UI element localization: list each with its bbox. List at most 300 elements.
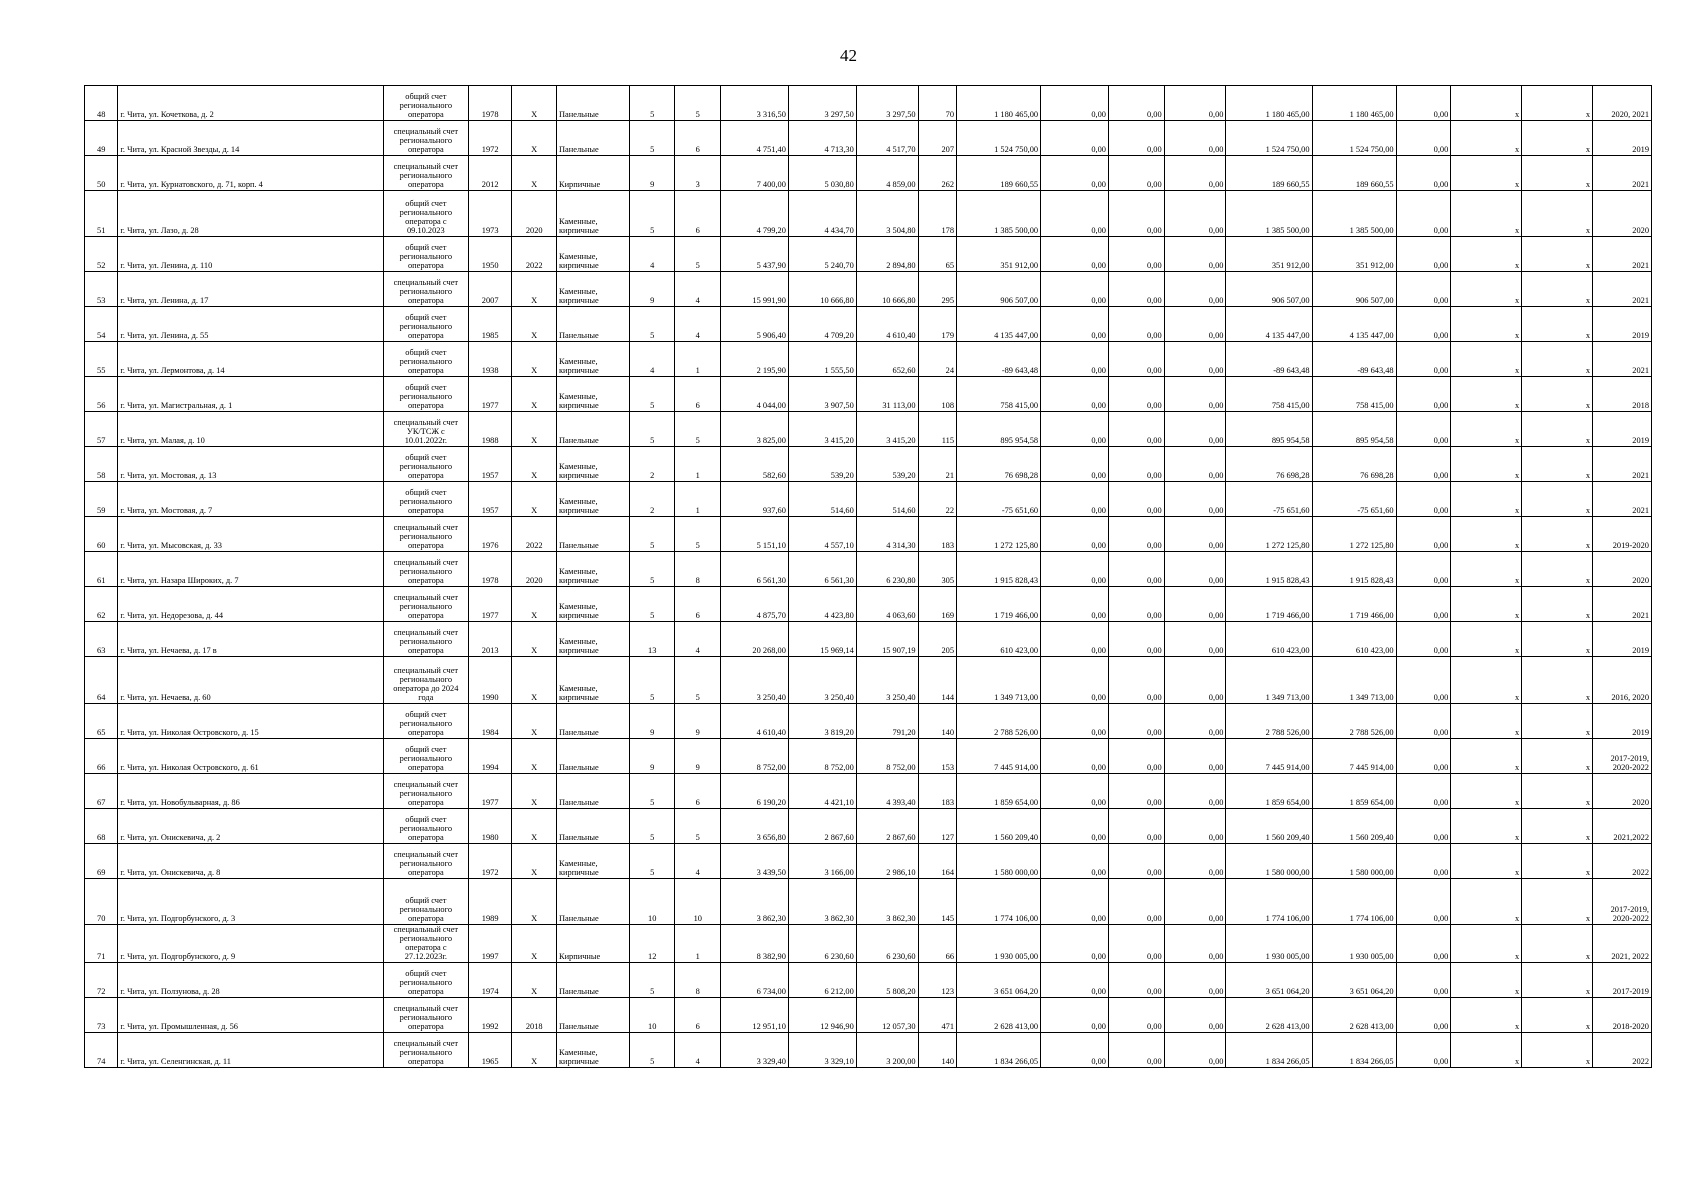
- cell-account-type: общий счет регионального оператора с 09.10.2023: [383, 191, 468, 237]
- cell-living-area: 4 434,70: [788, 191, 856, 237]
- cell-row-number: 63: [85, 622, 118, 657]
- cell-overhaul-year: Х: [512, 809, 557, 844]
- cell-total-area: 3 656,80: [721, 809, 789, 844]
- cell-residents: 127: [918, 809, 956, 844]
- cell-residents: 144: [918, 657, 956, 704]
- cell-residents: 140: [918, 704, 956, 739]
- cell-living-area: 3 329,10: [788, 1033, 856, 1068]
- cell-repair-period: 2019: [1593, 412, 1652, 447]
- cell-wall-material: Кирпичные: [556, 156, 629, 191]
- cell-row-number: 68: [85, 809, 118, 844]
- cell-residential-area: 3 297,50: [856, 86, 918, 121]
- cell-address: г. Чита, ул. Ленина, д. 110: [118, 237, 383, 272]
- cell-cost-regional: 0,00: [1108, 377, 1164, 412]
- cell-row-number: 64: [85, 657, 118, 704]
- cell-living-area: 514,60: [788, 482, 856, 517]
- cell-repair-period: 2021: [1593, 156, 1652, 191]
- cell-cost-total: 1 560 209,40: [957, 809, 1041, 844]
- table-row: [85, 739, 1652, 774]
- cell-cost-federal: 0,00: [1041, 377, 1109, 412]
- cell-cost-federal: 0,00: [1041, 272, 1109, 307]
- cell-build-year: 1976: [468, 517, 512, 552]
- cell-overhaul-year: 2020: [512, 552, 557, 587]
- cell-living-area: 8 752,00: [788, 739, 856, 774]
- cell-overhaul-year: Х: [512, 844, 557, 879]
- cell-residents: 178: [918, 191, 956, 237]
- cell-cost-regional: 0,00: [1108, 272, 1164, 307]
- cell-cost-owners: 1 560 209,40: [1226, 809, 1312, 844]
- cell-cost-owners: 1 580 000,00: [1226, 844, 1312, 879]
- table-row: [85, 704, 1652, 739]
- cell-mark-2: х: [1522, 342, 1593, 377]
- cell-cost-specific: 1 272 125,80: [1312, 517, 1396, 552]
- cell-cost-other: 0,00: [1396, 844, 1451, 879]
- cell-living-area: 4 557,10: [788, 517, 856, 552]
- cell-total-area: 937,60: [721, 482, 789, 517]
- cell-address: г. Чита, ул. Онискевича, д. 2: [118, 809, 383, 844]
- cell-entrances: 6: [675, 121, 721, 156]
- cell-residential-area: 3 415,20: [856, 412, 918, 447]
- cell-living-area: 3 297,50: [788, 86, 856, 121]
- cell-cost-other: 0,00: [1396, 739, 1451, 774]
- cell-address: г. Чита, ул. Селенгинская, д. 11: [118, 1033, 383, 1068]
- cell-cost-total: 1 349 713,00: [957, 657, 1041, 704]
- cell-address: г. Чита, ул. Лазо, д. 28: [118, 191, 383, 237]
- cell-residential-area: 652,60: [856, 342, 918, 377]
- table-row: [85, 517, 1652, 552]
- cell-mark-1: х: [1451, 482, 1522, 517]
- cell-row-number: 53: [85, 272, 118, 307]
- cell-cost-local: 0,00: [1164, 86, 1226, 121]
- cell-cost-total: 1 580 000,00: [957, 844, 1041, 879]
- cell-cost-local: 0,00: [1164, 552, 1226, 587]
- cell-entrances: 8: [675, 552, 721, 587]
- cell-wall-material: Панельные: [556, 704, 629, 739]
- cell-overhaul-year: Х: [512, 447, 557, 482]
- cell-row-number: 54: [85, 307, 118, 342]
- cell-cost-federal: 0,00: [1041, 447, 1109, 482]
- cell-cost-regional: 0,00: [1108, 86, 1164, 121]
- cell-total-area: 12 951,10: [721, 998, 789, 1033]
- cell-repair-period: 2022: [1593, 1033, 1652, 1068]
- cell-residents: 66: [918, 925, 956, 963]
- cell-mark-2: х: [1522, 191, 1593, 237]
- cell-overhaul-year: Х: [512, 342, 557, 377]
- cell-overhaul-year: Х: [512, 156, 557, 191]
- cell-mark-1: х: [1451, 447, 1522, 482]
- cell-total-area: 8 752,00: [721, 739, 789, 774]
- cell-cost-local: 0,00: [1164, 121, 1226, 156]
- cell-mark-1: х: [1451, 377, 1522, 412]
- cell-cost-total: 7 445 914,00: [957, 739, 1041, 774]
- cell-address: г. Чита, ул. Новобульварная, д. 86: [118, 774, 383, 809]
- cell-cost-total: 758 415,00: [957, 377, 1041, 412]
- cell-floors: 12: [629, 925, 675, 963]
- cell-address: г. Чита, ул. Онискевича, д. 8: [118, 844, 383, 879]
- cell-row-number: 66: [85, 739, 118, 774]
- cell-cost-federal: 0,00: [1041, 237, 1109, 272]
- cell-cost-total: 895 954,58: [957, 412, 1041, 447]
- cell-cost-owners: 1 930 005,00: [1226, 925, 1312, 963]
- cell-entrances: 6: [675, 377, 721, 412]
- cell-cost-specific: 2 628 413,00: [1312, 998, 1396, 1033]
- cell-row-number: 60: [85, 517, 118, 552]
- cell-cost-regional: 0,00: [1108, 657, 1164, 704]
- cell-account-type: специальный счет регионального оператора: [383, 622, 468, 657]
- table-body: [85, 86, 1652, 1068]
- cell-repair-period: 2021: [1593, 342, 1652, 377]
- cell-cost-federal: 0,00: [1041, 844, 1109, 879]
- cell-row-number: 61: [85, 552, 118, 587]
- cell-address: г. Чита, ул. Ленина, д. 17: [118, 272, 383, 307]
- cell-cost-federal: 0,00: [1041, 412, 1109, 447]
- cell-cost-total: 189 660,55: [957, 156, 1041, 191]
- cell-build-year: 1972: [468, 121, 512, 156]
- cell-residential-area: 3 862,30: [856, 879, 918, 925]
- cell-cost-regional: 0,00: [1108, 552, 1164, 587]
- cell-floors: 5: [629, 86, 675, 121]
- table-row: [85, 774, 1652, 809]
- cell-overhaul-year: Х: [512, 739, 557, 774]
- cell-build-year: 1974: [468, 963, 512, 998]
- cell-address: г. Чита, ул. Николая Островского, д. 15: [118, 704, 383, 739]
- cell-cost-regional: 0,00: [1108, 447, 1164, 482]
- cell-living-area: 4 421,10: [788, 774, 856, 809]
- cell-residents: 21: [918, 447, 956, 482]
- cell-mark-1: х: [1451, 774, 1522, 809]
- cell-overhaul-year: Х: [512, 774, 557, 809]
- cell-mark-1: х: [1451, 622, 1522, 657]
- cell-address: г. Чита, ул. Назара Широких, д. 7: [118, 552, 383, 587]
- cell-build-year: 1985: [468, 307, 512, 342]
- cell-repair-period: 2019: [1593, 307, 1652, 342]
- cell-cost-owners: 4 135 447,00: [1226, 307, 1312, 342]
- cell-cost-specific: 4 135 447,00: [1312, 307, 1396, 342]
- cell-floors: 5: [629, 191, 675, 237]
- cell-cost-total: 1 859 654,00: [957, 774, 1041, 809]
- cell-mark-2: х: [1522, 517, 1593, 552]
- cell-mark-2: х: [1522, 412, 1593, 447]
- cell-cost-local: 0,00: [1164, 307, 1226, 342]
- cell-address: г. Чита, ул. Красной Звезды, д. 14: [118, 121, 383, 156]
- cell-account-type: специальный счет регионального оператора: [383, 844, 468, 879]
- cell-account-type: специальный счет регионального оператора: [383, 517, 468, 552]
- cell-total-area: 6 190,20: [721, 774, 789, 809]
- cell-total-area: 4 610,40: [721, 704, 789, 739]
- cell-address: г. Чита, ул. Подгорбунского, д. 9: [118, 925, 383, 963]
- cell-entrances: 4: [675, 1033, 721, 1068]
- cell-address: г. Чита, ул. Недорезова, д. 44: [118, 587, 383, 622]
- cell-cost-local: 0,00: [1164, 191, 1226, 237]
- cell-account-type: общий счет регионального оператора: [383, 447, 468, 482]
- cell-overhaul-year: Х: [512, 704, 557, 739]
- cell-residents: 164: [918, 844, 956, 879]
- cell-mark-2: х: [1522, 377, 1593, 412]
- cell-cost-owners: 7 445 914,00: [1226, 739, 1312, 774]
- cell-mark-1: х: [1451, 237, 1522, 272]
- cell-address: г. Чита, ул. Мостовая, д. 13: [118, 447, 383, 482]
- cell-cost-regional: 0,00: [1108, 517, 1164, 552]
- cell-cost-federal: 0,00: [1041, 482, 1109, 517]
- cell-cost-local: 0,00: [1164, 925, 1226, 963]
- cell-build-year: 1984: [468, 704, 512, 739]
- cell-residents: 115: [918, 412, 956, 447]
- cell-cost-local: 0,00: [1164, 1033, 1226, 1068]
- cell-cost-total: 351 912,00: [957, 237, 1041, 272]
- cell-floors: 5: [629, 844, 675, 879]
- cell-entrances: 1: [675, 447, 721, 482]
- cell-wall-material: Каменные, кирпичные: [556, 1033, 629, 1068]
- cell-residential-area: 8 752,00: [856, 739, 918, 774]
- cell-living-area: 4 713,30: [788, 121, 856, 156]
- cell-cost-total: 1 180 465,00: [957, 86, 1041, 121]
- cell-mark-2: х: [1522, 657, 1593, 704]
- cell-residential-area: 6 230,80: [856, 552, 918, 587]
- cell-row-number: 73: [85, 998, 118, 1033]
- cell-cost-specific: -75 651,60: [1312, 482, 1396, 517]
- cell-floors: 5: [629, 121, 675, 156]
- table-row: [85, 272, 1652, 307]
- cell-residents: 205: [918, 622, 956, 657]
- cell-account-type: общий счет регионального оператора: [383, 237, 468, 272]
- cell-build-year: 1950: [468, 237, 512, 272]
- cell-row-number: 62: [85, 587, 118, 622]
- cell-mark-1: х: [1451, 739, 1522, 774]
- cell-account-type: специальный счет регионального оператора: [383, 121, 468, 156]
- cell-cost-total: 1 930 005,00: [957, 925, 1041, 963]
- cell-cost-local: 0,00: [1164, 272, 1226, 307]
- cell-floors: 5: [629, 809, 675, 844]
- table-row: [85, 377, 1652, 412]
- cell-build-year: 1957: [468, 482, 512, 517]
- cell-residents: 183: [918, 517, 956, 552]
- cell-cost-local: 0,00: [1164, 809, 1226, 844]
- cell-repair-period: 2020: [1593, 774, 1652, 809]
- cell-row-number: 67: [85, 774, 118, 809]
- cell-mark-1: х: [1451, 657, 1522, 704]
- cell-build-year: 2012: [468, 156, 512, 191]
- cell-entrances: 10: [675, 879, 721, 925]
- cell-cost-federal: 0,00: [1041, 739, 1109, 774]
- cell-residents: 70: [918, 86, 956, 121]
- cell-build-year: 1978: [468, 86, 512, 121]
- cell-address: г. Чита, ул. Курнатовского, д. 71, корп. 4: [118, 156, 383, 191]
- cell-entrances: 6: [675, 774, 721, 809]
- cell-repair-period: 2018: [1593, 377, 1652, 412]
- cell-repair-period: 2022: [1593, 844, 1652, 879]
- cell-cost-federal: 0,00: [1041, 963, 1109, 998]
- cell-total-area: 5 437,90: [721, 237, 789, 272]
- cell-build-year: 1977: [468, 587, 512, 622]
- cell-entrances: 5: [675, 657, 721, 704]
- table-row: [85, 657, 1652, 704]
- cell-living-area: 3 819,20: [788, 704, 856, 739]
- cell-cost-local: 0,00: [1164, 377, 1226, 412]
- cell-entrances: 8: [675, 963, 721, 998]
- cell-floors: 5: [629, 774, 675, 809]
- cell-mark-2: х: [1522, 622, 1593, 657]
- cell-build-year: 1997: [468, 925, 512, 963]
- cell-residents: 207: [918, 121, 956, 156]
- cell-mark-1: х: [1451, 272, 1522, 307]
- cell-wall-material: Каменные, кирпичные: [556, 844, 629, 879]
- cell-build-year: 1938: [468, 342, 512, 377]
- cell-cost-owners: 1 272 125,80: [1226, 517, 1312, 552]
- cell-residential-area: 4 393,40: [856, 774, 918, 809]
- cell-build-year: 2007: [468, 272, 512, 307]
- cell-cost-regional: 0,00: [1108, 739, 1164, 774]
- cell-build-year: 1978: [468, 552, 512, 587]
- table-row: [85, 121, 1652, 156]
- cell-mark-2: х: [1522, 482, 1593, 517]
- cell-residents: 140: [918, 1033, 956, 1068]
- cell-residential-area: 539,20: [856, 447, 918, 482]
- cell-cost-other: 0,00: [1396, 809, 1451, 844]
- cell-cost-other: 0,00: [1396, 272, 1451, 307]
- cell-living-area: 1 555,50: [788, 342, 856, 377]
- cell-account-type: общий счет регионального оператора: [383, 704, 468, 739]
- cell-repair-period: 2021, 2022: [1593, 925, 1652, 963]
- cell-cost-federal: 0,00: [1041, 86, 1109, 121]
- cell-cost-regional: 0,00: [1108, 191, 1164, 237]
- cell-residents: 169: [918, 587, 956, 622]
- cell-overhaul-year: Х: [512, 307, 557, 342]
- cell-cost-specific: 906 507,00: [1312, 272, 1396, 307]
- cell-build-year: 1977: [468, 377, 512, 412]
- cell-residential-area: 5 808,20: [856, 963, 918, 998]
- table-row: [85, 622, 1652, 657]
- cell-total-area: 3 250,40: [721, 657, 789, 704]
- cell-account-type: общий счет регионального оператора: [383, 86, 468, 121]
- cell-floors: 5: [629, 552, 675, 587]
- cell-cost-federal: 0,00: [1041, 191, 1109, 237]
- cell-mark-2: х: [1522, 809, 1593, 844]
- cell-wall-material: Каменные, кирпичные: [556, 237, 629, 272]
- cell-cost-regional: 0,00: [1108, 1033, 1164, 1068]
- cell-cost-regional: 0,00: [1108, 879, 1164, 925]
- cell-floors: 5: [629, 307, 675, 342]
- cell-living-area: 539,20: [788, 447, 856, 482]
- cell-cost-specific: 1 349 713,00: [1312, 657, 1396, 704]
- cell-entrances: 1: [675, 482, 721, 517]
- cell-cost-specific: 3 651 064,20: [1312, 963, 1396, 998]
- cell-wall-material: Каменные, кирпичные: [556, 191, 629, 237]
- cell-cost-federal: 0,00: [1041, 587, 1109, 622]
- cell-overhaul-year: 2022: [512, 517, 557, 552]
- cell-mark-1: х: [1451, 1033, 1522, 1068]
- cell-living-area: 3 862,30: [788, 879, 856, 925]
- cell-cost-total: 1 272 125,80: [957, 517, 1041, 552]
- cell-account-type: общий счет регионального оператора: [383, 482, 468, 517]
- cell-cost-federal: 0,00: [1041, 998, 1109, 1033]
- cell-cost-regional: 0,00: [1108, 963, 1164, 998]
- cell-account-type: специальный счет регионального оператора: [383, 587, 468, 622]
- cell-residents: 179: [918, 307, 956, 342]
- cell-entrances: 5: [675, 86, 721, 121]
- cell-cost-specific: 351 912,00: [1312, 237, 1396, 272]
- cell-mark-2: х: [1522, 552, 1593, 587]
- cell-cost-specific: 1 385 500,00: [1312, 191, 1396, 237]
- cell-mark-2: х: [1522, 963, 1593, 998]
- cell-cost-specific: 189 660,55: [1312, 156, 1396, 191]
- cell-mark-2: х: [1522, 121, 1593, 156]
- cell-account-type: специальный счет регионального оператора: [383, 552, 468, 587]
- cell-cost-regional: 0,00: [1108, 237, 1164, 272]
- cell-floors: 10: [629, 998, 675, 1033]
- cell-living-area: 3 166,00: [788, 844, 856, 879]
- cell-cost-local: 0,00: [1164, 237, 1226, 272]
- cell-living-area: 4 423,80: [788, 587, 856, 622]
- cell-cost-local: 0,00: [1164, 704, 1226, 739]
- cell-build-year: 1972: [468, 844, 512, 879]
- cell-mark-1: х: [1451, 998, 1522, 1033]
- cell-wall-material: Панельные: [556, 774, 629, 809]
- cell-repair-period: 2021: [1593, 272, 1652, 307]
- cell-account-type: специальный счет регионального оператора: [383, 774, 468, 809]
- cell-mark-2: х: [1522, 704, 1593, 739]
- cell-repair-period: 2021,2022: [1593, 809, 1652, 844]
- cell-living-area: 6 561,30: [788, 552, 856, 587]
- cell-residential-area: 12 057,30: [856, 998, 918, 1033]
- cell-residential-area: 2 867,60: [856, 809, 918, 844]
- cell-repair-period: 2021: [1593, 447, 1652, 482]
- cell-account-type: специальный счет регионального оператора с 27.12.2023г.: [383, 925, 468, 963]
- cell-cost-total: 76 698,28: [957, 447, 1041, 482]
- cell-address: г. Чита, ул. Магистральная, д. 1: [118, 377, 383, 412]
- cell-overhaul-year: Х: [512, 272, 557, 307]
- cell-entrances: 4: [675, 272, 721, 307]
- cell-cost-other: 0,00: [1396, 587, 1451, 622]
- cell-cost-total: 4 135 447,00: [957, 307, 1041, 342]
- cell-cost-specific: 7 445 914,00: [1312, 739, 1396, 774]
- cell-cost-regional: 0,00: [1108, 774, 1164, 809]
- cell-total-area: 6 734,00: [721, 963, 789, 998]
- cell-entrances: 4: [675, 307, 721, 342]
- cell-overhaul-year: 2020: [512, 191, 557, 237]
- cell-entrances: 5: [675, 809, 721, 844]
- cell-residents: 471: [918, 998, 956, 1033]
- cell-mark-2: х: [1522, 237, 1593, 272]
- cell-overhaul-year: Х: [512, 587, 557, 622]
- cell-wall-material: Каменные, кирпичные: [556, 482, 629, 517]
- cell-build-year: 1957: [468, 447, 512, 482]
- cell-cost-specific: 1 859 654,00: [1312, 774, 1396, 809]
- cell-account-type: специальный счет регионального оператора: [383, 1033, 468, 1068]
- cell-entrances: 6: [675, 191, 721, 237]
- cell-floors: 4: [629, 342, 675, 377]
- cell-total-area: 3 329,40: [721, 1033, 789, 1068]
- cell-cost-specific: 1 580 000,00: [1312, 844, 1396, 879]
- cell-total-area: 4 751,40: [721, 121, 789, 156]
- cell-address: г. Чита, ул. Николая Островского, д. 61: [118, 739, 383, 774]
- cell-row-number: 48: [85, 86, 118, 121]
- cell-cost-other: 0,00: [1396, 925, 1451, 963]
- cell-residents: 108: [918, 377, 956, 412]
- cell-floors: 4: [629, 237, 675, 272]
- cell-residents: 145: [918, 879, 956, 925]
- cell-cost-specific: 1 560 209,40: [1312, 809, 1396, 844]
- cell-overhaul-year: Х: [512, 622, 557, 657]
- cell-residential-area: 2 894,80: [856, 237, 918, 272]
- cell-residential-area: 3 504,80: [856, 191, 918, 237]
- cell-residents: 305: [918, 552, 956, 587]
- cell-mark-1: х: [1451, 963, 1522, 998]
- cell-residential-area: 4 314,30: [856, 517, 918, 552]
- cell-total-area: 2 195,90: [721, 342, 789, 377]
- cell-wall-material: Панельные: [556, 998, 629, 1033]
- cell-cost-other: 0,00: [1396, 412, 1451, 447]
- cell-mark-2: х: [1522, 272, 1593, 307]
